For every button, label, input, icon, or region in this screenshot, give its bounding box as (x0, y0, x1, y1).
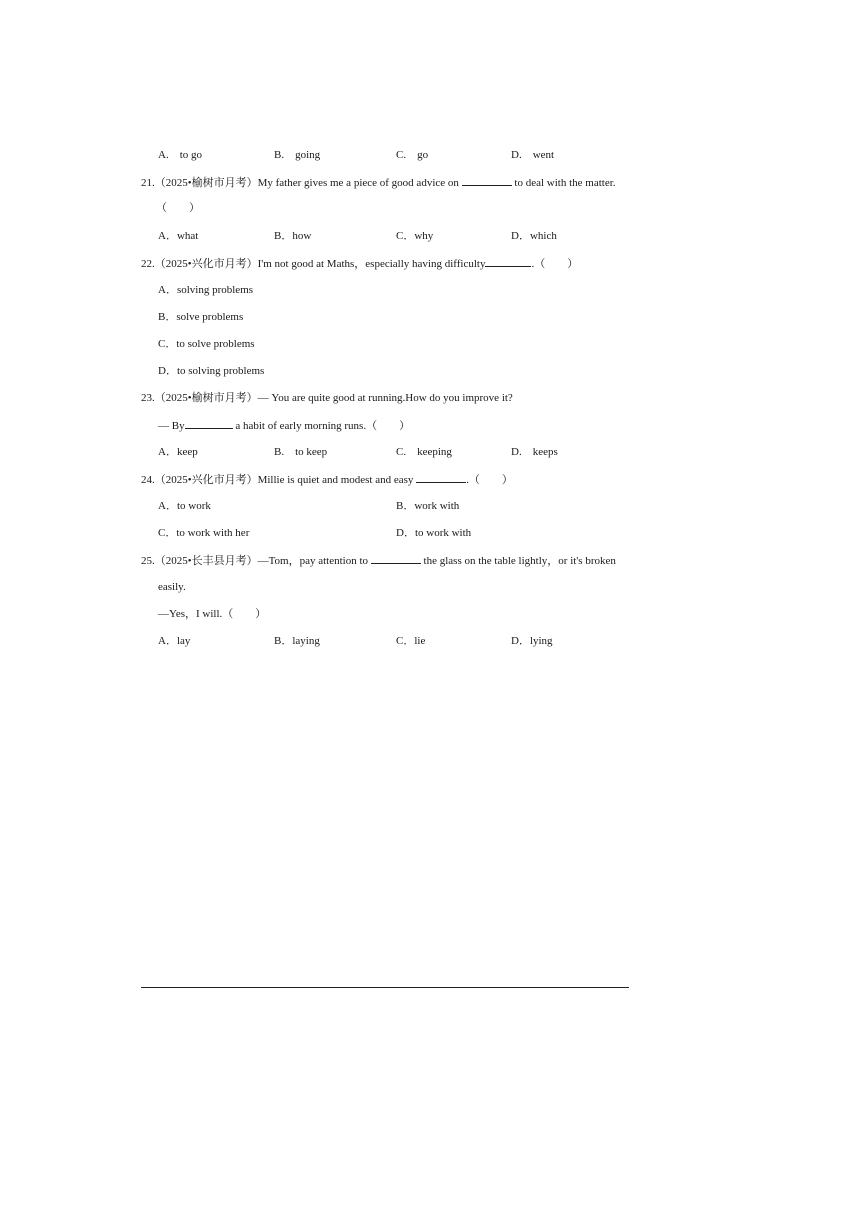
q21-option-d: D．which (511, 230, 557, 242)
q21-blank (462, 175, 512, 186)
q25-stem (141, 553, 616, 568)
q25-option-b: B．laying (274, 635, 320, 647)
q25-stem-text: 25.（2025•长丰县月考）—Tom，pay attention to (141, 555, 371, 567)
q24-option-b: B．work with (396, 500, 460, 512)
q24-option-a: A．to work (158, 500, 211, 512)
q22-option-a: A．solving problems (158, 284, 254, 296)
q23-option-d: D. keeps (511, 446, 558, 458)
footer-divider (141, 987, 629, 988)
q24-option-d: D．to work with (396, 527, 472, 539)
q24-stem-text: 24.（2025•兴化市月考）Millie is quiet and modest and easy (141, 474, 417, 486)
q24-blank (416, 472, 466, 483)
q24-option-c: C．to work with her (158, 527, 250, 539)
q22-option-b: B．solve problems (158, 311, 244, 323)
q25-line3: —Yes，I will.（ ） (158, 608, 267, 620)
q22-option-c: C．to solve problems (158, 338, 255, 350)
q23-option-a: A．keep (158, 446, 198, 458)
q21-stem-text-after: to deal with the matter. (511, 177, 616, 189)
q22-bracket: .（ ） (531, 258, 579, 270)
q23-option-b: B. to keep (274, 446, 328, 458)
q23-stem: 23.（2025•榆树市月考）— You are quite good at running.How do you improve it? (141, 392, 513, 404)
q25-line2: easily. (158, 581, 186, 593)
q23-line2 (158, 418, 410, 433)
q21-stem (141, 175, 616, 190)
q25-option-c: C．lie (396, 635, 426, 647)
q24-stem (141, 472, 513, 487)
q21-option-a: A．what (158, 230, 199, 242)
q21-bracket: （ ） (156, 202, 200, 214)
q20-option-c: C. go (396, 149, 429, 161)
q23-line2-text: — By (158, 420, 185, 432)
q23-option-c: C. keeping (396, 446, 452, 458)
q22-option-d: D．to solving problems (158, 365, 265, 377)
q25-stem-text-after: the glass on the table lightly，or it's broken (420, 555, 616, 567)
q23-line2-text-after: a habit of early morning runs.（ ） (232, 420, 411, 432)
q23-blank (185, 418, 233, 429)
q24-stem-text-after: .（ ） (466, 474, 513, 486)
q25-option-d: D．lying (511, 635, 553, 647)
q21-stem-text: 21.（2025•榆树市月考）My father gives me a piece of good advice on (141, 177, 462, 189)
q25-option-a: A．lay (158, 635, 191, 647)
q20-option-d: D. went (511, 149, 555, 161)
q21-option-b: B．how (274, 230, 312, 242)
q22-stem-text: 22.（2025•兴化市月考）I'm not good at Maths，especially having difficulty (141, 258, 486, 270)
q22-stem (141, 256, 578, 271)
q21-option-c: C．why (396, 230, 434, 242)
q22-blank (485, 256, 531, 267)
q20-option-b: B. going (274, 149, 321, 161)
q25-blank (371, 553, 421, 564)
q20-option-a: A. to go (158, 149, 202, 161)
